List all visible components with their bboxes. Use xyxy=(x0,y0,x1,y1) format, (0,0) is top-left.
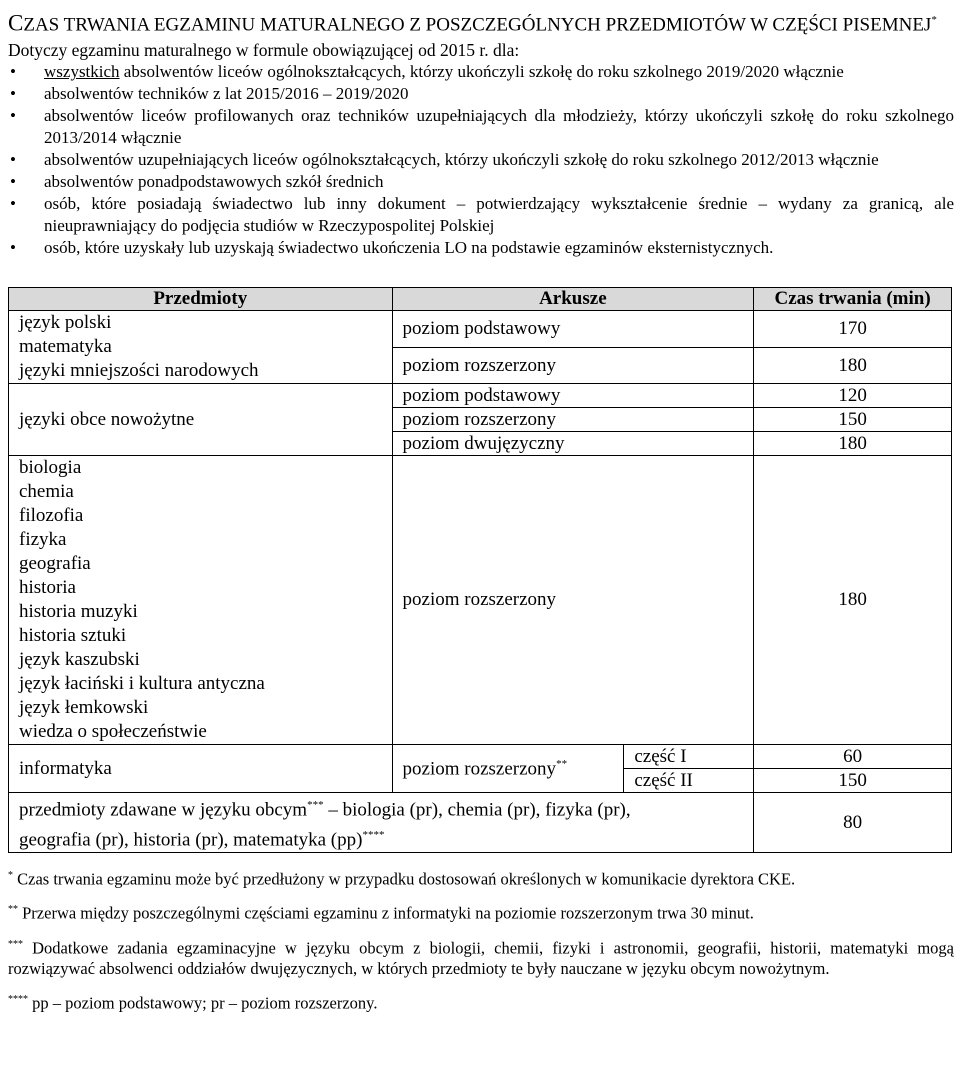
underlined-word: wszystkich xyxy=(44,62,120,82)
duration-cell: 150 xyxy=(754,769,952,793)
footnote-mark: *** xyxy=(307,799,324,812)
subject-item: biologia xyxy=(19,457,82,479)
list-item: • absolwentów ponadpodstawowych szkół średnich xyxy=(44,171,954,193)
part-cell: część I xyxy=(624,745,754,769)
level-cell: poziom podstawowy xyxy=(392,384,754,408)
subject-item: języki mniejszości narodowych xyxy=(19,360,259,382)
footnote xyxy=(8,865,954,890)
title-footnote-mark: * xyxy=(931,14,937,26)
subjects-cell: informatyka xyxy=(9,745,393,793)
list-item xyxy=(44,61,954,83)
subject-item: matematyka xyxy=(19,336,112,358)
list-item: • absolwentów techników z lat 2015/2016 – 2019/2020 xyxy=(44,83,954,105)
subject-line xyxy=(19,823,743,852)
subject-text: geografia (pr), historia (pr), matematyka (pp) xyxy=(19,828,363,850)
subject-item: chemia xyxy=(19,481,74,503)
list-item-text: absolwentów liceów ogólnokształcących, którzy ukończyli szkołę do roku szkolnego 2019/2020 włącznie xyxy=(119,62,844,82)
table-row xyxy=(9,456,952,745)
footnote xyxy=(8,934,954,980)
header-subjects: Przedmioty xyxy=(9,288,393,311)
title-initial: C xyxy=(8,10,24,36)
table-row xyxy=(9,311,952,348)
subject-item: język łaciński i kultura antyczna xyxy=(19,673,265,695)
title-text: ZAS TRWANIA EGZAMINU MATURALNEGO Z POSZCZEGÓLNYCH PRZEDMIOTÓW W CZĘŚCI PISEMNEJ xyxy=(23,14,932,36)
level-cell: poziom rozszerzony xyxy=(392,347,754,384)
level-cell: poziom podstawowy xyxy=(392,311,754,348)
subject-item: język polski xyxy=(19,312,112,334)
duration-cell: 170 xyxy=(754,311,952,348)
foreign-language-subjects-cell xyxy=(9,793,754,853)
level-cell xyxy=(392,745,624,793)
subject-item: historia xyxy=(19,577,76,599)
footnote-mark: ** xyxy=(8,904,18,916)
duration-cell: 150 xyxy=(754,408,952,432)
subject-item: fizyka xyxy=(19,529,67,551)
subject-item: historia sztuki xyxy=(19,625,127,647)
footnote-mark: **** xyxy=(8,994,28,1006)
subject-line xyxy=(19,793,743,822)
header-duration: Czas trwania (min) xyxy=(754,288,952,311)
duration-cell: 120 xyxy=(754,384,952,408)
footnote-text: pp – poziom podstawowy; pr – poziom rozszerzony. xyxy=(28,993,378,1013)
subject-item: historia muzyki xyxy=(19,601,138,623)
footnote-mark: **** xyxy=(362,828,385,841)
subject-item: wiedza o społeczeństwie xyxy=(19,721,207,743)
footnote-text: Przerwa między poszczególnymi częściami egzaminu z informatyki na poziomie rozszerzonym trwa 30 minut. xyxy=(18,903,754,923)
duration-cell: 80 xyxy=(754,793,952,853)
footnote xyxy=(8,989,954,1014)
list-item: • osób, które posiadają świadectwo lub inny dokument – potwierdzający wykształcenie średnie – wydany za granicą, ale nieuprawniający do podjęcia studiów w Rzeczypospolitej Polskiej xyxy=(44,193,954,237)
intro-text: Dotyczy egzaminu maturalnego w formule obowiązującej od 2015 r. dla: xyxy=(8,40,520,61)
subjects-cell xyxy=(9,456,393,745)
footnote-text: Dodatkowe zadania egzaminacyjne w języku obcym z biologii, chemii, fizyki i astronomii, geografii, historii, matematyki mogą rozwiązywać absolwenci oddziałów dwujęzycznych, w których przedmioty te były nauczane w języku obcym nowożytnym. xyxy=(8,938,954,979)
subject-item: geografia xyxy=(19,553,91,575)
subject-text: przedmioty zdawane w języku obcym xyxy=(19,799,308,821)
exam-duration-table xyxy=(8,287,952,853)
duration-cell: 60 xyxy=(754,745,952,769)
level-cell: poziom rozszerzony xyxy=(392,456,754,745)
header-sheets: Arkusze xyxy=(392,288,754,311)
page-title xyxy=(8,6,954,39)
level-text: poziom rozszerzony xyxy=(402,757,557,779)
subject-item: filozofia xyxy=(19,505,84,527)
duration-cell: 180 xyxy=(754,456,952,745)
eligibility-list xyxy=(8,61,954,259)
table-row xyxy=(9,793,952,853)
subject-item: język łemkowski xyxy=(19,697,149,719)
subject-text: – biologia (pr), chemia (pr), fizyka (pr), xyxy=(323,799,631,821)
list-item: • osób, które uzyskały lub uzyskają świadectwo ukończenia LO na podstawie egzaminów eksternistycznych. xyxy=(44,237,954,259)
level-cell: poziom rozszerzony xyxy=(392,408,754,432)
part-cell: część II xyxy=(624,769,754,793)
subjects-cell xyxy=(9,311,393,384)
footnote-text: Czas trwania egzaminu może być przedłużony w przypadku dostosowań określonych w komunikacie dyrektora CKE. xyxy=(13,869,796,889)
duration-cell: 180 xyxy=(754,347,952,384)
footnote-mark: *** xyxy=(8,938,23,950)
list-item: • absolwentów uzupełniających liceów ogólnokształcących, którzy ukończyli szkołę do roku szkolnego 2012/2013 włącznie xyxy=(44,149,954,171)
subject-item: język kaszubski xyxy=(19,649,140,671)
table-header-row xyxy=(9,288,952,311)
table-row xyxy=(9,745,952,769)
table-row xyxy=(9,384,952,408)
footnote xyxy=(8,899,954,924)
level-cell: poziom dwujęzyczny xyxy=(392,432,754,456)
list-item: • absolwentów liceów profilowanych oraz techników uzupełniających dla młodzieży, którzy ukończyli szkołę do roku szkolnego 2013/2014 włącznie xyxy=(44,105,954,149)
footnote-mark: ** xyxy=(556,757,568,770)
duration-cell: 180 xyxy=(754,432,952,456)
footnote-mark: * xyxy=(8,869,13,881)
subjects-cell: języki obce nowożytne xyxy=(9,384,393,456)
